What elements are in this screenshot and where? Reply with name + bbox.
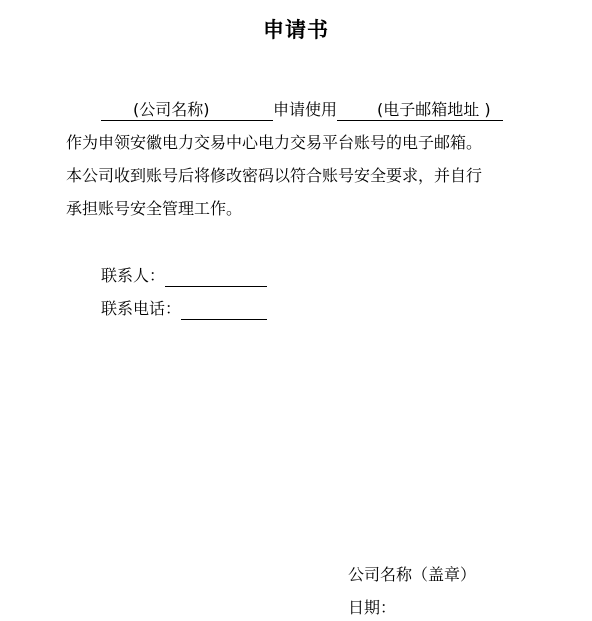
contact-phone-field[interactable]: [181, 299, 267, 320]
document-title: 申请书: [263, 18, 329, 42]
email-address-placeholder: (电子邮箱地址 ): [377, 100, 491, 119]
signature-company-label: 公司名称（盖章）: [348, 565, 477, 584]
body-line-4: 承担账号安全管理工作。: [66, 199, 243, 218]
apply-use-text: 申请使用: [273, 100, 338, 119]
body-line-3: 本公司收到账号后将修改密码以符合账号安全要求，并自行: [66, 166, 483, 185]
contact-phone-row: [101, 298, 267, 320]
email-address-blank[interactable]: [337, 100, 503, 121]
contact-person-label: 联系人：: [101, 266, 166, 285]
contact-person-row: [101, 265, 267, 287]
body-line-2: 作为申领安徽电力交易中心电力交易平台账号的电子邮箱。: [66, 133, 483, 152]
contact-phone-label: 联系电话：: [101, 299, 182, 318]
contact-person-field[interactable]: [165, 266, 267, 287]
signature-date-label: 日期：: [348, 598, 397, 617]
company-name-blank[interactable]: [101, 100, 273, 121]
company-name-placeholder: (公司名称): [133, 100, 210, 119]
body-line-1: [101, 99, 503, 121]
